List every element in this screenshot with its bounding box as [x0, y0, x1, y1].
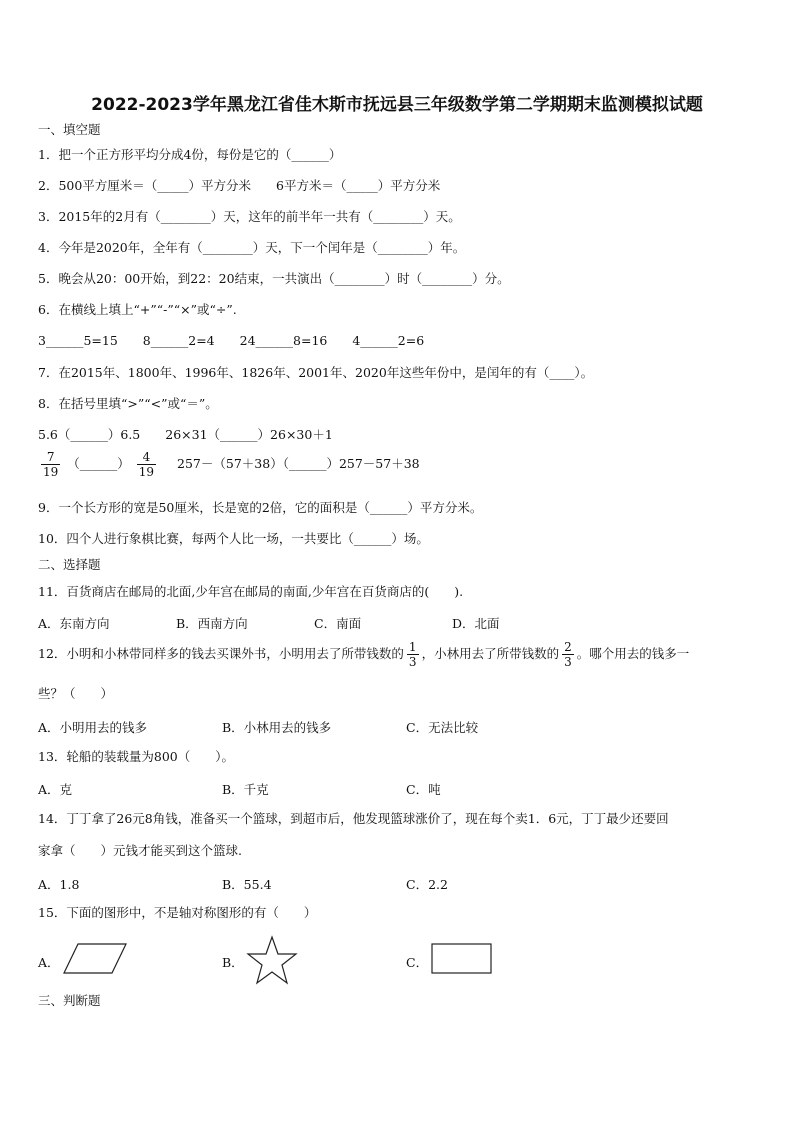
question-13: 13．轮船的装载量为800（ ）。 [38, 749, 235, 764]
section-choice: 二、选择题 [38, 557, 101, 572]
fraction-2-3: $\frac{2}{3}$ [564, 640, 572, 669]
q15-option-b: B． [222, 955, 244, 970]
question-14: 14．丁丁拿了26元8角钱，准备买一个篮球，到超市后，他发现篮球涨价了，现在每个卖1．6元，丁丁最少还要回 [38, 811, 669, 826]
q13-option-b: B．千克 [222, 782, 269, 797]
q12-option-a: A．小明用去的钱多 [38, 720, 148, 735]
q11-option-a: A．东南方向 [38, 616, 110, 631]
q14-option-c: C．2.2 [406, 877, 448, 892]
question-10: 10．四个人进行象棋比赛，每两个人比一场，一共要比（______）场。 [38, 531, 429, 546]
question-6: 6．在横线上填上“+”“-”“×”或“÷”. [38, 302, 237, 317]
question-15: 15．下面的图形中，不是轴对称图形的有（ ） [38, 905, 317, 920]
q14-option-a: A．1.8 [38, 877, 80, 892]
question-12-cont: 些？（ ） [38, 686, 114, 701]
compare-blank: （______） [67, 456, 130, 471]
question-14-cont: 家拿（ ）元钱才能买到这个篮球. [38, 843, 242, 858]
question-6-items: 3______5=15 8______2=4 24______8=16 4______2=6 [38, 333, 425, 348]
parallelogram-icon [60, 942, 130, 976]
question-8-line2 [38, 450, 420, 479]
question-5: 5．晚会从20：00开始，到22：20结束，一共演出（________）时（________）分。 [38, 271, 510, 286]
section-true-false: 三、判断题 [38, 993, 101, 1008]
question-11: 11．百货商店在邮局的北面,少年宫在邮局的南面,少年宫在百货商店的( ). [38, 584, 464, 599]
q12-option-c: C．无法比较 [406, 720, 479, 735]
question-3: 3．2015年的2月有（________）天，这年的前半年一共有（________）天。 [38, 209, 461, 224]
q11-option-c: C．南面 [314, 616, 362, 631]
question-12: 12．小明和小林带同样多的钱去买课外书，小明用去了所带钱数的 $\frac{1}{3}$ ，小林用去了所带钱数的 $\frac{2}{3}$ 。哪个用去的钱多一 [38, 640, 690, 669]
question-9: 9．一个长方形的宽是50厘米，长是宽的2倍，它的面积是（______）平方分米。 [38, 500, 483, 515]
fraction-1-3: $\frac{1}{3}$ [408, 640, 417, 669]
q15-option-c: C． [406, 955, 429, 970]
question-2: 2．500平方厘米＝（_____）平方分米 6平方米＝（_____）平方分米 [38, 178, 441, 193]
q14-option-b: B．55.4 [222, 877, 272, 892]
q11-option-b: B．西南方向 [176, 616, 248, 631]
question-7: 7．在2015年、1800年、1996年、1826年、2001年、2020年这些年份中，是闰年的有（____）。 [38, 365, 594, 380]
question-1: 1．把一个正方形平均分成4份，每份是它的（______） [38, 147, 342, 162]
fraction-7-19: $\frac{7}{19}$ [43, 450, 59, 479]
q11-option-d: D．北面 [452, 616, 500, 631]
q12-option-b: B．小林用去的钱多 [222, 720, 332, 735]
question-8-line1: 5.6（______）6.5 26×31（______）26×30＋1 [38, 427, 333, 442]
question-8: 8．在括号里填“>”“<”或“＝”。 [38, 396, 218, 411]
question-8-line2-rest: 257－（57＋38）（______）257－57＋38 [177, 456, 420, 471]
fraction-4-19: $\frac{4}{19}$ [138, 450, 155, 479]
question-4: 4．今年是2020年，全年有（________）天，下一个闰年是（________）年。 [38, 240, 466, 255]
page-title: 2022-2023学年黑龙江省佳木斯市抚远县三年级数学第二学期期末监测模拟试题 [91, 95, 703, 115]
section-fill-blank: 一、填空题 [38, 122, 101, 137]
rectangle-icon [430, 942, 494, 976]
q13-option-c: C．吨 [406, 782, 441, 797]
q13-option-a: A．克 [38, 782, 73, 797]
star-icon [244, 934, 300, 986]
q15-option-a: A． [38, 955, 60, 970]
